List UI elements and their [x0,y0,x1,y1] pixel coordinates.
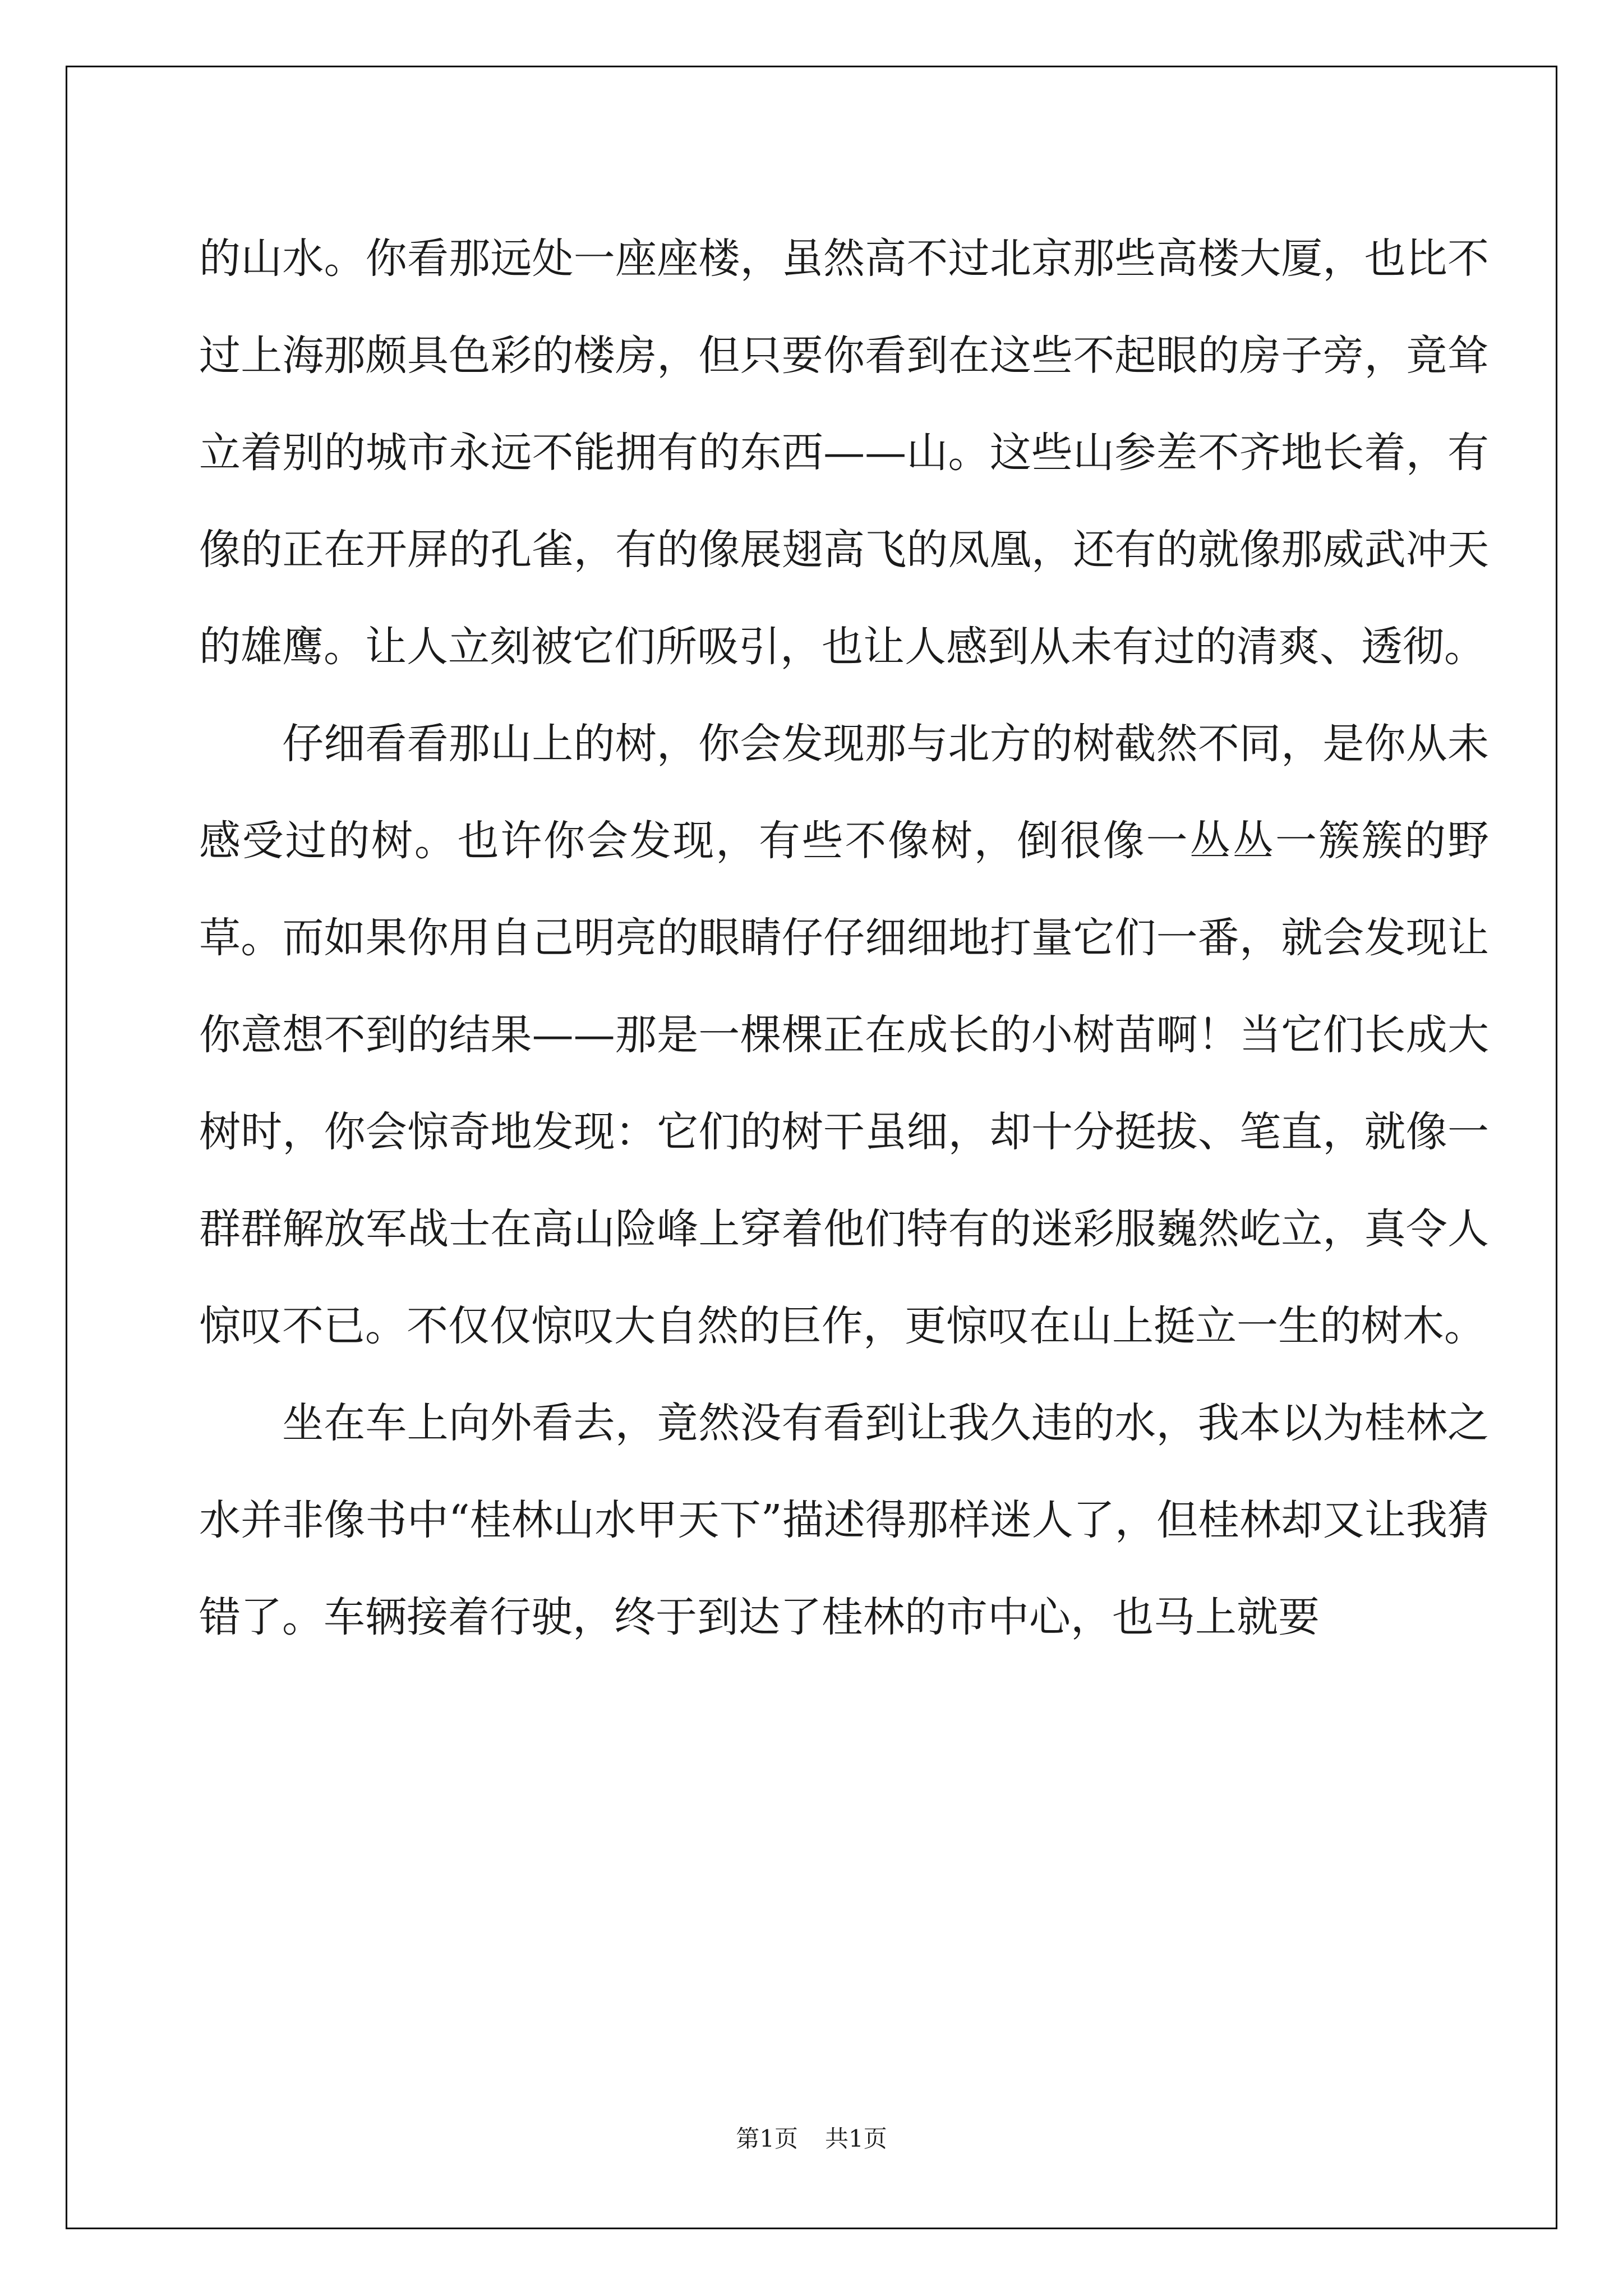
paragraph-2 [199,696,1489,1375]
paragraph-line: 长成大树时，你会惊奇地发现：它们的树干虽细，却十分挺拔、笔直， [199,1011,1490,1156]
page-total: 共1页 [825,2125,887,2152]
paragraph-line: 就像一群群解放军战士在高山险峰上穿着他们特有的迷彩服巍然屹立， [199,1108,1490,1253]
paragraph-line: 仔细看看那山上的树，你会发现那与北方的树截然不同，是你从 [282,720,1447,768]
paragraph-3 [199,1375,1489,1666]
paragraph-line: 着，有像的正在开屏的孔雀，有的像展翅高飞的凤凰，还有的就像那 [199,429,1490,574]
paragraph-line: 威武冲天的雄鹰。让人立刻被它们所吸引，也让人感到从未有过的清 [199,526,1490,671]
paragraph-line: 的树木。 [1320,1302,1486,1350]
paragraph-line: 之水并非像书中“桂林山水甲天下”描述得那样迷人了，但桂林却又 [199,1399,1489,1544]
page-footer [0,2120,1623,2154]
paragraph-line: 现让你意想不到的结果——那是一棵棵正在成长的小树苗啊！当它们 [199,914,1489,1059]
paragraph-line: 未感受过的树。也许你会发现，有些不像树，倒很像一丛丛一簇簇的 [199,720,1489,865]
page-number: 第1页 [736,2125,798,2152]
paragraph-1 [199,210,1489,696]
paragraph-line: 竟耸立着别的城市永远不能拥有的东西——山。这些山参差不齐地长 [199,332,1489,477]
document-body [199,210,1489,1666]
paragraph-line: 真令人惊叹不已。不仅仅惊叹大自然的巨作，更惊叹在山上挺立一生 [199,1205,1490,1350]
paragraph-line: 坐在车上向外看去，竟然没有看到让我久违的水，我本以为桂林 [282,1399,1447,1447]
paragraph-line: 不过上海那颇具色彩的楼房，但只要你看到在这些不起眼的房子旁， [199,234,1489,380]
paragraph-line: 野草。而如果你用自己明亮的眼睛仔仔细细地打量它们一番，就会发 [199,817,1489,962]
paragraph-line: 爽、透彻。 [1278,623,1486,671]
paragraph-line: 让我猜错了。车辆接着行驶，终于到达了桂林的市中心，也马上就要 [199,1496,1489,1641]
paragraph-line: 的山水。你看那远处一座座楼，虽然高不过北京那些高楼大厦，也比 [199,234,1447,283]
